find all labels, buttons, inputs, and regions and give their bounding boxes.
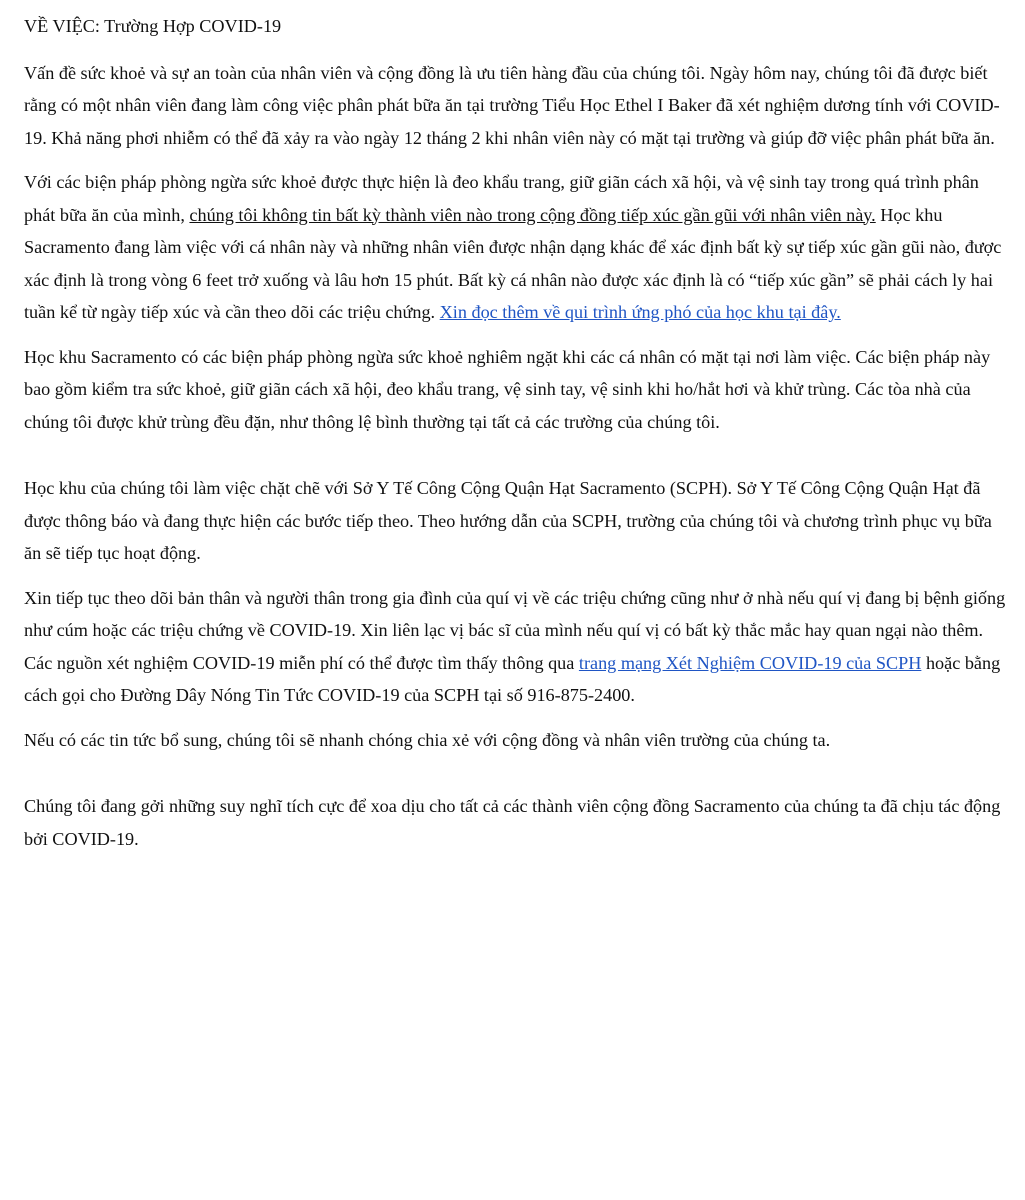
paragraph-monitoring	[24, 582, 1009, 712]
document-page	[24, 10, 1009, 867]
paragraph-closing: Chúng tôi đang gởi những suy nghĩ tích cực để xoa dịu cho tất cả các thành viên cộng đồng Sacramento của chúng ta đã chịu tác động bởi COVID-19.	[24, 796, 1001, 849]
hotline-text: hoặc bằng cách gọi cho Đường Dây Nóng Tin Tức COVID-19 của SCPH tại số 916-875-2400.	[24, 652, 1001, 705]
precautions-intro: Với các biện pháp phòng ngừa sức khoẻ được thực hiện là đeo khẩu trang, giữ giãn cách xã hội, và vệ sinh tay trong quá trình phân phát bữa ăn của mình,	[24, 172, 979, 225]
paragraph-precautions	[24, 166, 1009, 329]
paragraph-updates: Nếu có các tin tức bổ sung, chúng tôi sẽ nhanh chóng chia xẻ với cộng đồng và nhân viên trường của chúng ta.	[24, 729, 831, 750]
no-close-contact-statement: chúng tôi không tin bất kỳ thành viên nào trong cộng đồng tiếp xúc gần gũi với nhân viên này.	[189, 204, 876, 225]
scph-testing-link[interactable]: trang mạng Xét Nghiệm COVID-19 của SCPH	[578, 652, 922, 673]
response-process-link[interactable]: Xin đọc thêm về qui trình ứng phó của học khu tại đây.	[439, 302, 841, 322]
monitoring-intro: Xin tiếp tục theo dõi bản thân và người thân trong gia đình của quí vị về các triệu chứng cũng như ở nhà nếu quí vị đang bị bệnh giống như cúm hoặc các triệu chứng về COVID-19. Xin liên lạc vị bác sĩ của mình nếu quí vị có bất kỳ thắc mắc hay quan ngại nào thêm. Các nguồn xét nghiệm COVID-19 miễn phí có thể được tìm thấy thông qua	[24, 587, 1006, 673]
contact-tracing-text: Học khu Sacramento đang làm việc với cá nhân này và những nhân viên được nhận dạng khác để xác định bất kỳ sự tiếp xúc gần gũi nào, được xác định là trong vòng 6 feet trở xuống và lâu hơn 15 phút. Bất kỳ cá nhân nào được xác định là có “tiếp xúc gần” sẽ phải cách ly hai tuần kể từ ngày tiếp xúc và cần theo dõi các triệu chứng.	[24, 204, 1002, 322]
subject-line: VỀ VIỆC: Trường Hợp COVID-19	[24, 16, 282, 36]
paragraph-health-safety: Vấn đề sức khoẻ và sự an toàn của nhân viên và cộng đồng là ưu tiên hàng đầu của chúng tôi. Ngày hôm nay, chúng tôi đã được biết rằng có một nhân viên đang làm công việc phân phát bữa ăn tại trường Tiểu Học Ethel I Baker đã xét nghiệm dương tính với COVID-19. Khả năng phơi nhiễm có thể đã xảy ra vào ngày 12 tháng 2 khi nhân viên này có mặt tại trường và giúp đỡ việc phân phát bữa ăn.	[24, 62, 1000, 148]
paragraph-district-measures: Học khu Sacramento có các biện pháp phòng ngừa sức khoẻ nghiêm ngặt khi các cá nhân có mặt tại nơi làm việc. Các biện pháp này bao gồm kiểm tra sức khoẻ, giữ giãn cách xã hội, đeo khẩu trang, vệ sinh tay, vệ sinh khi ho/hắt hơi và khử trùng. Các tòa nhà của chúng tôi được khử trùng đều đặn, như thông lệ bình thường tại tất cả các trường của chúng tôi.	[24, 346, 991, 432]
paragraph-scph-coordination: Học khu của chúng tôi làm việc chặt chẽ với Sở Y Tế Công Cộng Quận Hạt Sacramento (SCPH). Sở Y Tế Công Cộng Quận Hạt đã được thông báo và đang thực hiện các bước tiếp theo. Theo hướng dẫn của SCPH, trường của chúng tôi và chương trình phục vụ bữa ăn sẽ tiếp tục hoạt động.	[24, 478, 992, 563]
